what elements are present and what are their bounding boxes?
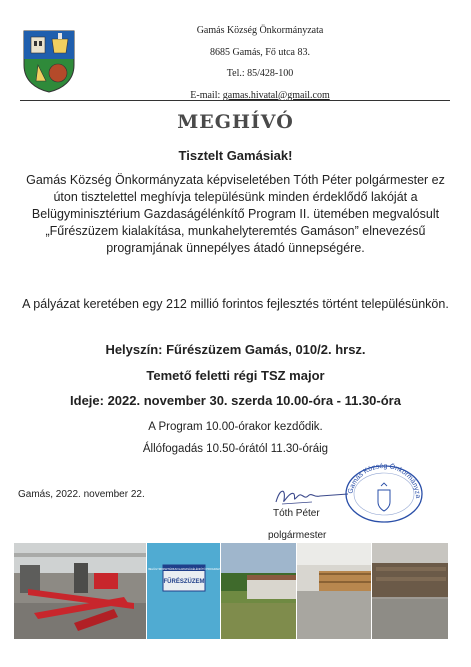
letterhead <box>110 20 410 106</box>
signature-icon <box>272 484 352 508</box>
time-line: Ideje: 2022. november 30. szerda 10.00-óra - 11.30-óra <box>70 393 401 408</box>
storage-yard-photo <box>372 543 448 639</box>
email-link[interactable]: gamas.hivatal@gmail.com <box>222 89 330 101</box>
header-divider <box>20 100 450 101</box>
coat-of-arms-icon <box>22 29 76 93</box>
sawmill-machinery-photo <box>14 543 146 639</box>
reception-line: Állófogadás 10.50-órától 11.30-óráig <box>142 443 329 455</box>
greeting: Tisztelt Gamásiak! <box>178 148 293 163</box>
funding-paragraph: A pályázat keretében egy 212 millió forintos fejlesztés történt településünkön. <box>22 297 449 311</box>
venue-detail-line: Temető feletti régi TSZ major <box>146 368 325 383</box>
sign-header-text: BELÜGYMINISZTÉRIUM GAZDASÁGÉLÉNKÍTŐ PROGRAM <box>148 568 220 571</box>
page-title: MEGHÍVÓ <box>177 111 294 133</box>
photo-strip <box>14 543 448 639</box>
org-email-line <box>110 85 410 107</box>
stamp-text: Gamás Község Önkormányza <box>347 462 422 499</box>
org-phone: Tel.: 85/428-100 <box>226 68 294 79</box>
date-place: Gamás, 2022. november 22. <box>18 489 145 500</box>
building-exterior-photo <box>221 543 296 639</box>
email-label: E-mail: <box>190 89 223 101</box>
signer-name: Tóth Péter <box>273 508 320 519</box>
warehouse-interior-photo <box>297 543 371 639</box>
signer-role: polgármester <box>268 530 327 541</box>
sign-title-text: FŰRÉSZÜZEM <box>163 579 205 585</box>
org-address: 8685 Gamás, Fő utca 83. <box>210 46 310 58</box>
invitation-paragraph: Gamás Község Önkormányzata képviseletében Tóth Péter polgármester ez úton tisztelettel meghívja településünk minden érdeklődő lakóját a Belügyminisztérium Gazdaságélénkítő Program II. ütemében megvalósult „Fűrészüzem kialakítása, munkahelyteremtés Gamáson” elnevezésű programjának ünnepélyes átadó ünnepségére. <box>26 173 445 255</box>
official-stamp-icon <box>342 458 426 524</box>
project-sign-photo <box>147 543 220 639</box>
program-start-line: A Program 10.00-órakor kezdődik. <box>148 421 323 433</box>
venue-line: Helyszín: Fűrészüzem Gamás, 010/2. hrsz. <box>105 342 366 357</box>
svg-text:Gamás Község Önkormányzata <box>342 458 421 499</box>
org-name: Gamás Község Önkormányzata <box>196 25 324 36</box>
